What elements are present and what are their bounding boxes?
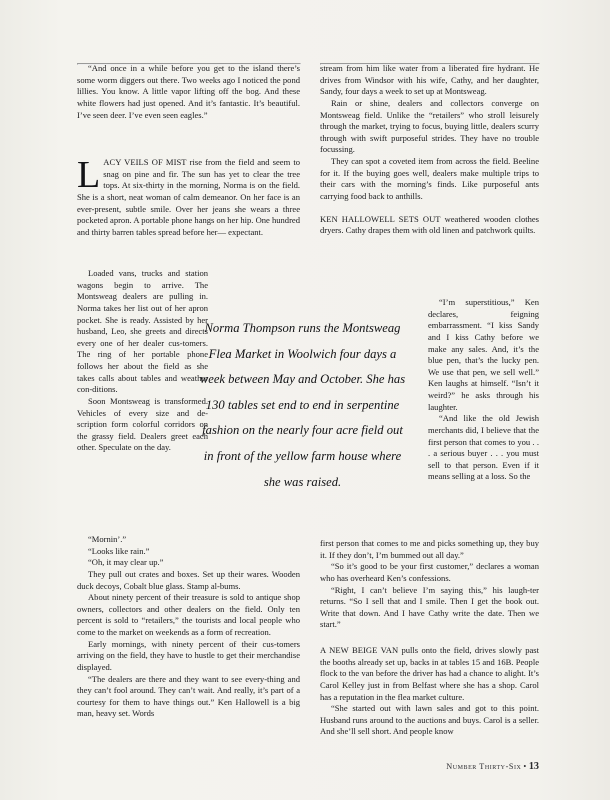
final-section-paragraph	[320, 645, 539, 703]
paragraph: They can spot a coveted item from across the field. Beeline for it. If the buying goes well, dealers make multiple trips to their cars with the morning’s finds. Like purposeful ants carrying food back to anthills.	[320, 156, 539, 201]
section-opening-paragraph	[320, 214, 539, 237]
paragraph: Rain or shine, dealers and collectors converge on Montsweag field. Unlike the “retailers” who stroll leisurely through the market, trying to focus, buying little, dealers scurry through with swift purposeful strides. They have no trouble focussing.	[320, 97, 539, 155]
paragraph: “And once in a while before you get to the island there’s some worm diggers out there. Two weeks ago I noticed the pond lillies. You know. A little vapor lifting off the bog. And these white flowers had just opened. And it’s fantastic. It’s beautiful. I’ve seen deer. I’ve even seen eagles.”	[77, 63, 300, 120]
section-text: weathered wooden clothes dryers. Cathy drapes them with old linen and patchwork quilts.	[320, 213, 539, 236]
section-small-caps: KEN HALLOWELL SETS OUT	[320, 213, 441, 224]
left-column-lead-paragraph	[77, 154, 300, 238]
paragraph: Early mornings, with ninety percent of their cus-tomers arriving on the field, they have to hustle to get their merchandise displayed.	[77, 638, 300, 672]
spacer	[320, 203, 539, 214]
paragraph: They pull out crates and boxes. Set up their wares. Wooden duck decoys, Cobalt blue glass. Stamp al-bums.	[77, 568, 300, 591]
paragraph: “So it’s good to be your first customer,” declares a woman who has overheard Ken’s confessions.	[320, 561, 539, 583]
right-column-narrow-block	[428, 297, 539, 483]
pull-quote: Norma Thompson runs the Montsweag Flea Market in Woolwich four days a week between May and October. She has 130 tables set end to end in serpentine fashion on the nearly four acre field out in front of the yellow farm house where she was raised.	[199, 321, 406, 489]
folio-separator: •	[523, 762, 527, 771]
final-section-text: pulls onto the field, drives slowly past the booths already set up, backs in at tables 15 and 16B. People flock to the van before the driver has had a chance to alight. It’s Carol Kelley just in from Belfast where she has a shop. Carol has a reputation in the flea market culture.	[320, 645, 539, 702]
paragraph: “Right, I can’t believe I’m saying this,” his laugh-ter returns. “So I sell that and I smile. Then I get the book out. Write that down. And I have Cathy write the date. Then we start.”	[320, 584, 539, 630]
left-column-narrow-block	[77, 268, 208, 454]
paragraph: Soon Montsweag is transformed. Vehicles of every size and de-scription form colorful corridors on the grassy field. Dealers greet each other. Speculate on the day.	[77, 395, 208, 453]
paragraph: Loaded vans, trucks and station wagons begin to arrive. The Montsweag dealers are pulling in. Norma takes her list out of her apron pocket. She is ready. Assisted by her husband, Leo, she greets and directs every one of her dealer cus-tomers. The ring of her portable phone follows her about the field as she takes calls about tables and weather con-ditions.	[77, 268, 208, 395]
left-column-top-block	[77, 63, 300, 121]
lead-small-caps: ACY VEILS OF MIST	[103, 157, 187, 167]
right-column-final-block	[320, 645, 539, 738]
paragraph	[77, 154, 300, 238]
right-column-bottom-block	[320, 538, 539, 631]
paragraph: About ninety percent of their treasure is sold to antique shop owners, collectors and other dealers on the field. Only ten percent is sold to “retailers,” the tourists and local people who come to the market on weekends as a form of recreation.	[77, 592, 300, 637]
paragraph: “Looks like rain.”	[88, 545, 150, 556]
left-column-bottom-block	[77, 534, 300, 720]
right-column-top-block	[320, 63, 539, 237]
final-section-small-caps: A NEW BEIGE VAN	[320, 645, 399, 655]
paragraph: “Oh, it may clear up.”	[88, 557, 164, 568]
paragraph: “Mornin’.”	[88, 534, 127, 544]
paragraph: “I’m superstitious,” Ken declares, feigning embarrassment. “I kiss Sandy and I kiss Cathy before we make any sales. And, it’s the blue pen, that’s the lucky pen. We use that pen, we sell well.” Ken laughs at himself. “Isn’t it weird?” he asks through his laughter.	[428, 297, 539, 412]
page-number: 13	[528, 761, 539, 772]
lead-text: rise from the field and seem to snag on pine and fir. The sun has yet to clear the tree tops. At six-thirty in the morning, Norma is on the field. She is a short, neat woman of calm demeanor. On her face is an ever-present, subtle smile. Over her jeans she wears a three pocketed apron. A portable phone hangs on her hip. One hundred and thirty barren tables spread before her— expectant.	[77, 157, 300, 237]
paragraph: first person that comes to me and picks something up, they buy it. If they don’t, I’m bummed out all day.”	[320, 538, 539, 560]
paragraph: “She started out with lawn sales and got to this point. Husband runs around to the auctions and buys. Carol is a seller. And she’ll sell short. And people know	[320, 703, 539, 737]
issue-label: Number Thirty-Six	[446, 762, 522, 771]
paragraph: “The dealers are there and they want to see every-thing and they can’t fool around. They can’t wait. And really, it’s part of a courtesy for them to have things out.” Ken Hallowell is a big man, heavy set. Words	[77, 673, 300, 719]
page-folio	[446, 761, 539, 772]
paragraph: stream from him like water from a liberated fire hydrant. He drives from Windsor with his wife, Cathy, and her daughter, Sandy, four days a week to set up at Montsweag.	[320, 63, 539, 97]
drop-cap: L	[77, 154, 101, 196]
paragraph: “And like the old Jewish merchants did, I believe that the first person that comes to you . . . a serious buyer . . . you must sell to that person. Even if it means selling at a loss. So the	[428, 413, 539, 482]
